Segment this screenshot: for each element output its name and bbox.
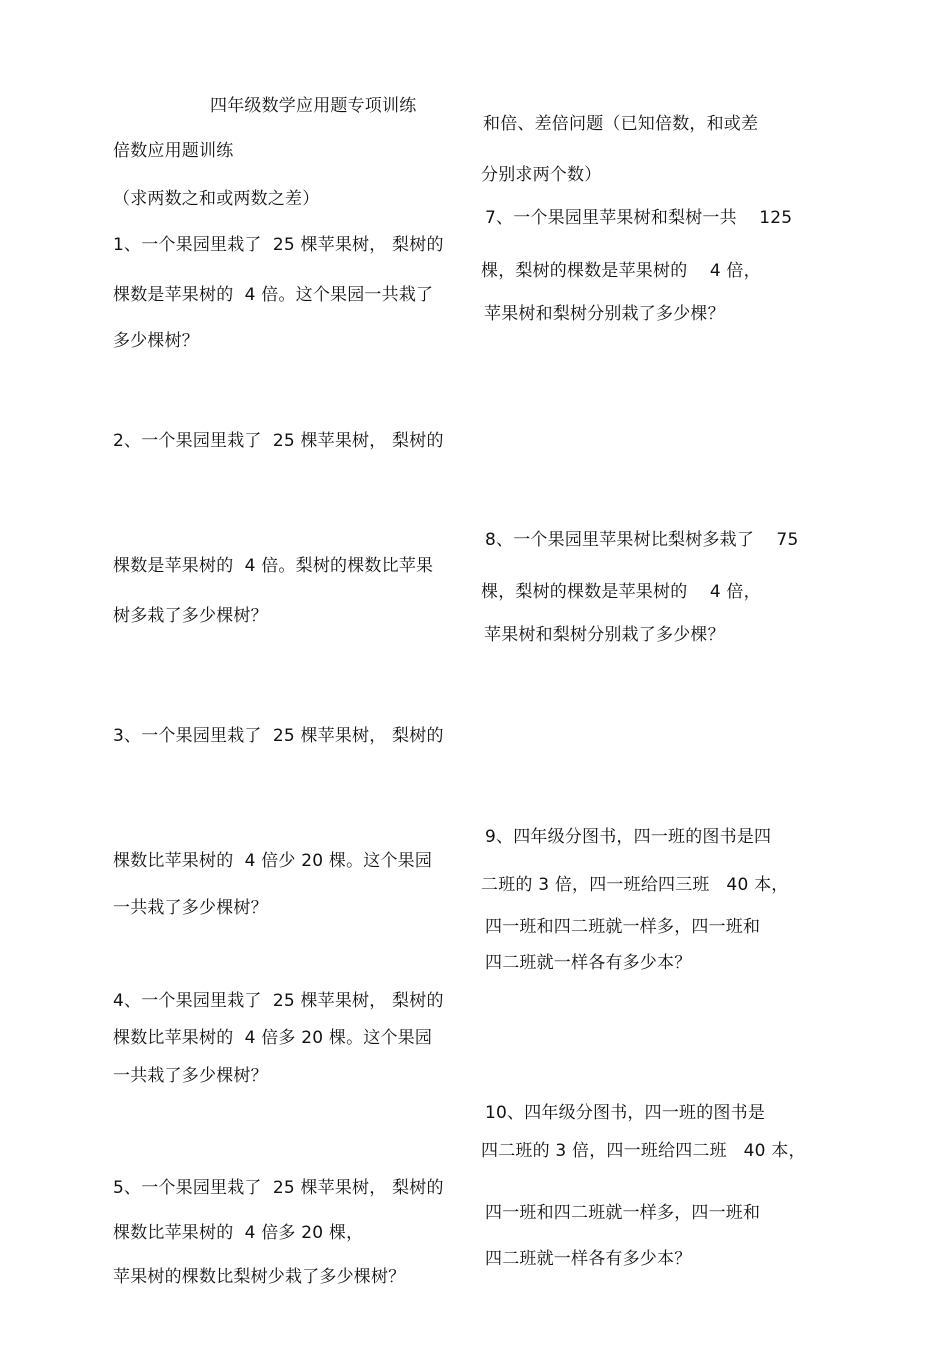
q9-line-2: 二班的 3 倍，四一班给四三班 40 本， — [481, 875, 789, 895]
page-title: 四年级数学应用题专项训练 — [210, 96, 417, 116]
q10-line-4: 四二班就一样各有多少本？ — [485, 1249, 692, 1269]
q10-line-1: 10、四年级分图书，四一班的图书是 — [485, 1103, 766, 1123]
q8-line-1: 8、一个果园里苹果树比梨树多栽了 75 — [485, 530, 799, 550]
q3-line-2: 棵数比苹果树的 4 倍少 20 棵。这个果园 — [113, 851, 433, 871]
q7-line-1: 7、一个果园里苹果树和梨树一共 125 — [485, 208, 793, 228]
q4-line-2: 棵数比苹果树的 4 倍多 20 棵。这个果园 — [113, 1028, 433, 1048]
q9-line-4: 四二班就一样各有多少本？ — [485, 953, 692, 973]
q1-line-3: 多少棵树？ — [113, 331, 199, 351]
q2-line-3: 树多栽了多少棵树？ — [113, 606, 268, 626]
left-section-subtitle: （求两数之和或两数之差） — [113, 189, 320, 209]
q4-line-3: 一共栽了多少棵树？ — [113, 1066, 268, 1086]
right-section-title-line-1: 和倍、差倍问题（已知倍数，和或差 — [483, 114, 759, 134]
q3-line-3: 一共栽了多少棵树？ — [113, 898, 268, 918]
q2-line-2: 棵数是苹果树的 4 倍。梨树的棵数比苹果 — [113, 556, 434, 576]
q7-line-3: 苹果树和梨树分别栽了多少棵？ — [484, 304, 725, 324]
left-section-title: 倍数应用题训练 — [113, 141, 234, 161]
q1-line-1: 1、一个果园里栽了 25 棵苹果树， 梨树的 — [113, 235, 444, 255]
q1-line-2: 棵数是苹果树的 4 倍。这个果园一共栽了 — [113, 285, 434, 305]
q9-line-1: 9、四年级分图书，四一班的图书是四 — [485, 827, 772, 847]
q3-line-1: 3、一个果园里栽了 25 棵苹果树， 梨树的 — [113, 726, 444, 746]
q10-line-2: 四二班的 3 倍，四一班给四二班 40 本， — [481, 1141, 806, 1161]
q5-line-3: 苹果树的棵数比梨树少栽了多少棵树？ — [113, 1267, 406, 1287]
q7-line-2: 棵，梨树的棵数是苹果树的 4 倍， — [481, 261, 761, 281]
q8-line-3: 苹果树和梨树分别栽了多少棵？ — [484, 625, 725, 645]
q5-line-1: 5、一个果园里栽了 25 棵苹果树， 梨树的 — [113, 1178, 444, 1198]
q5-line-2: 棵数比苹果树的 4 倍多 20 棵， — [113, 1223, 364, 1243]
q10-line-3: 四一班和四二班就一样多，四一班和 — [485, 1203, 761, 1223]
right-section-title-line-2: 分别求两个数） — [481, 165, 602, 185]
q4-line-1: 4、一个果园里栽了 25 棵苹果树， 梨树的 — [113, 991, 444, 1011]
q2-line-1: 2、一个果园里栽了 25 棵苹果树， 梨树的 — [113, 431, 444, 451]
q8-line-2: 棵，梨树的棵数是苹果树的 4 倍， — [481, 582, 761, 602]
q9-line-3: 四一班和四二班就一样多，四一班和 — [485, 917, 761, 937]
